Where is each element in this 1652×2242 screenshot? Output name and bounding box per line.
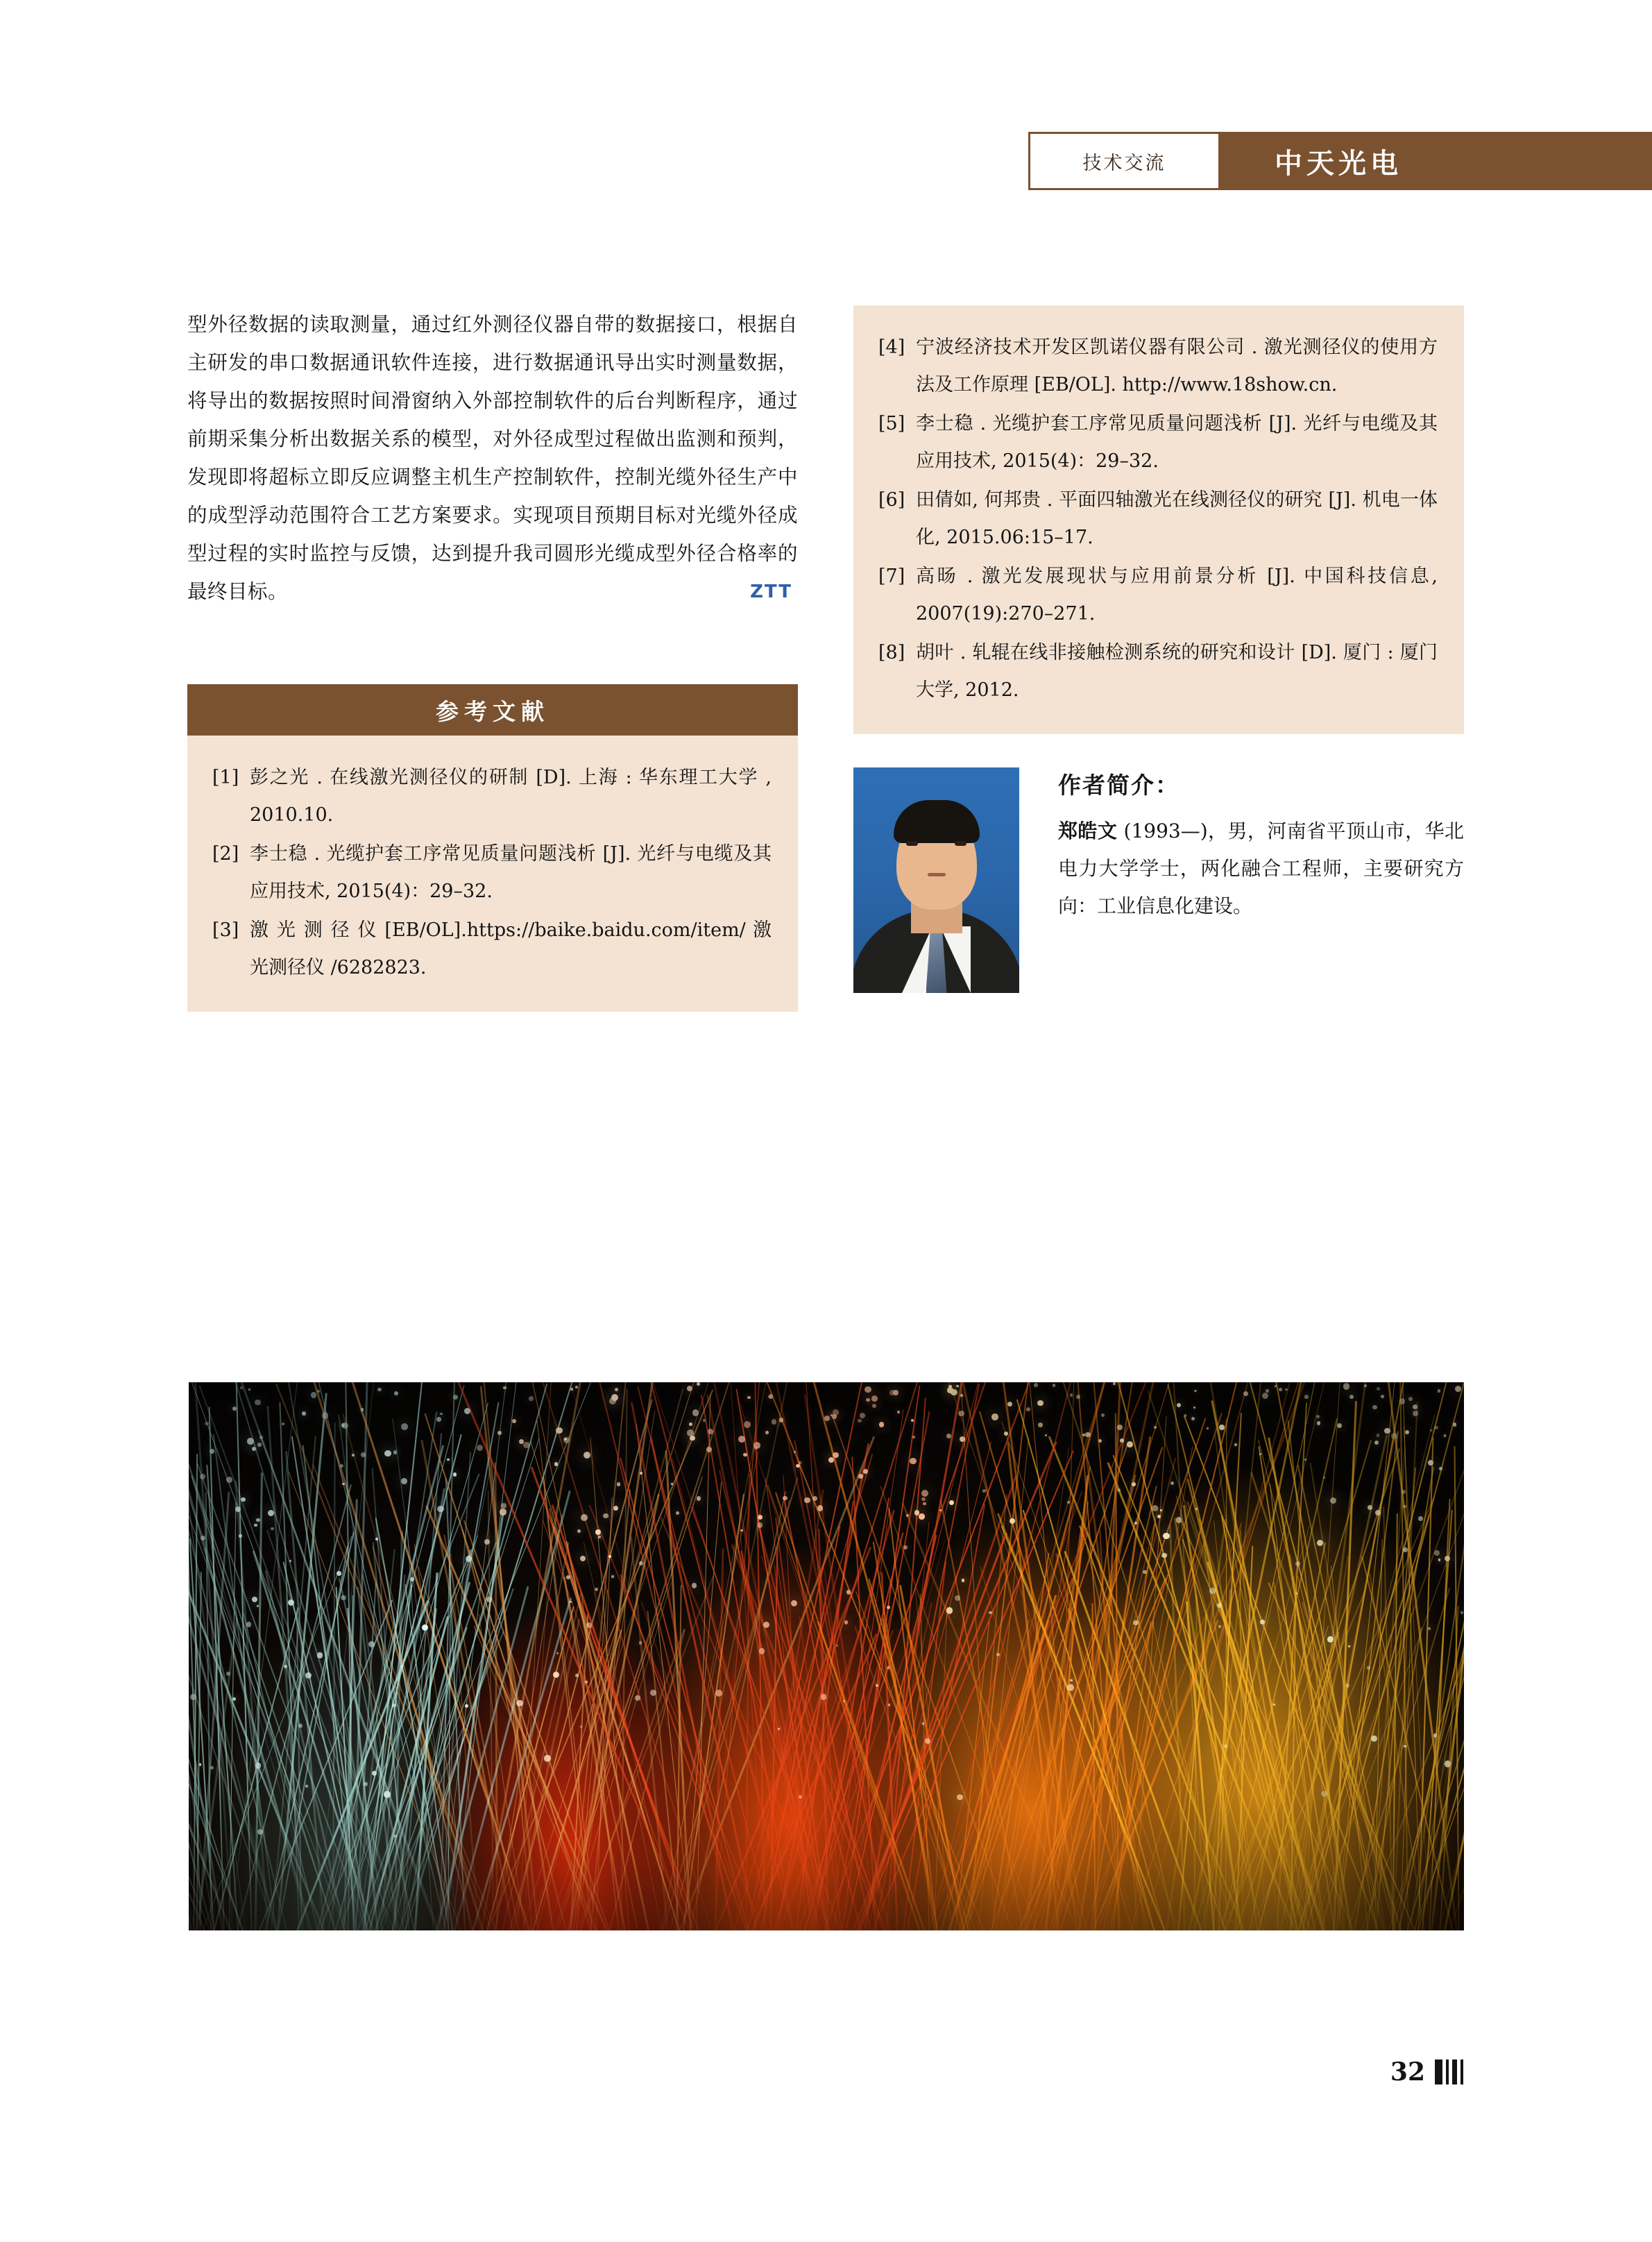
reference-number: [1]	[212, 767, 239, 788]
photo-vignette	[189, 1382, 1464, 1930]
reference-item	[212, 835, 772, 910]
reference-number: [5]	[878, 413, 905, 434]
references-list-right	[853, 305, 1464, 734]
left-column	[187, 305, 798, 1012]
reference-number: [3]	[212, 919, 239, 941]
references-heading-bar	[187, 684, 798, 736]
body-paragraph: 型外径数据的读取测量，通过红外测径仪器自带的数据接口，根据自主研发的串口数据通讯软件连接，进行数据通讯导出实时测量数据，将导出的数据按照时间滑窗纳入外部控制软件的后台判断程序，通过前期采集分析出数据关系的模型，对外径成型过程做出监测和预判，发现即将超标立即反应调整主机生产控制软件，控制光缆外径生产中的成型浮动范围符合工艺方案要求。实现项目预期目标对光缆外径成型过程的实时监控与反馈，达到提升我司圆形光缆成型外径合格率的最终目标。	[187, 313, 798, 603]
author-bio-heading: 作者简介：	[1058, 772, 1180, 799]
right-column	[853, 305, 1464, 993]
reference-item	[212, 912, 772, 987]
author-bio-block	[853, 767, 1464, 993]
reference-text: 宁波经济技术开发区凯诺仪器有限公司 . 激光测径仪的使用方法及工作原理 [EB/OL]. http://www.18show.cn.	[916, 337, 1438, 396]
reference-item	[878, 634, 1438, 709]
references-heading-title: 参考文献	[436, 697, 550, 725]
reference-text: 李士稳 . 光缆护套工序常见质量问题浅析 [J]. 光纤与电缆及其应用技术, 2015(4)：29–32.	[250, 843, 772, 902]
reference-number: [4]	[878, 337, 905, 358]
header-brand-title: 中天光电	[1275, 146, 1402, 180]
reference-item	[878, 482, 1438, 557]
reference-item	[212, 759, 772, 834]
author-bio-text	[1058, 813, 1464, 925]
page-header	[1028, 132, 1652, 190]
reference-item	[878, 558, 1438, 633]
author-info	[1058, 767, 1464, 925]
article-body-text	[187, 305, 798, 611]
reference-number: [6]	[878, 489, 905, 511]
header-brand-bar	[1220, 132, 1652, 190]
reference-number: [7]	[878, 566, 905, 587]
reference-item	[878, 329, 1438, 404]
reference-number: [2]	[212, 843, 239, 865]
references-list-left	[187, 736, 798, 1012]
page-number: 32	[1390, 2057, 1425, 2087]
reference-text: 彭之光 . 在线激光测径仪的研制 [D]. 上海 : 华东理工大学 , 2010.10.	[250, 767, 772, 826]
reference-text: 李士稳 . 光缆护套工序常见质量问题浅析 [J]. 光纤与电缆及其应用技术, 2015(4)：29–32.	[916, 413, 1438, 472]
reference-text: 田倩如, 何邦贵 . 平面四轴激光在线测径仪的研究 [J]. 机电一体化, 2015.06:15–17.	[916, 489, 1438, 548]
reference-text: 高旸 . 激光发展现状与应用前景分析 [J]. 中国科技信息, 2007(19):270–271.	[916, 566, 1438, 625]
reference-item	[878, 405, 1438, 480]
reference-text: 激 光 测 径 仪 [EB/OL].https://baike.baidu.com/item/ 激光测径仪 /6282823.	[250, 919, 772, 978]
author-name: 郑皓文	[1058, 819, 1118, 842]
header-section-tag: 技术交流	[1028, 132, 1220, 190]
author-description: (1993—)，男，河南省平顶山市，华北电力大学学士，两化融合工程师，主要研究方向：工业信息化建设。	[1058, 819, 1464, 917]
author-portrait-photo	[853, 767, 1019, 993]
page-footer	[1390, 2057, 1463, 2087]
reference-number: [8]	[878, 642, 905, 663]
page-bars-decoration	[1435, 2060, 1463, 2084]
ztt-end-mark: ZTT	[750, 581, 792, 602]
optical-fiber-photo	[189, 1382, 1464, 1930]
reference-text: 胡叶 . 轧辊在线非接触检测系统的研究和设计 [D]. 厦门 : 厦门大学, 2012.	[916, 642, 1438, 701]
